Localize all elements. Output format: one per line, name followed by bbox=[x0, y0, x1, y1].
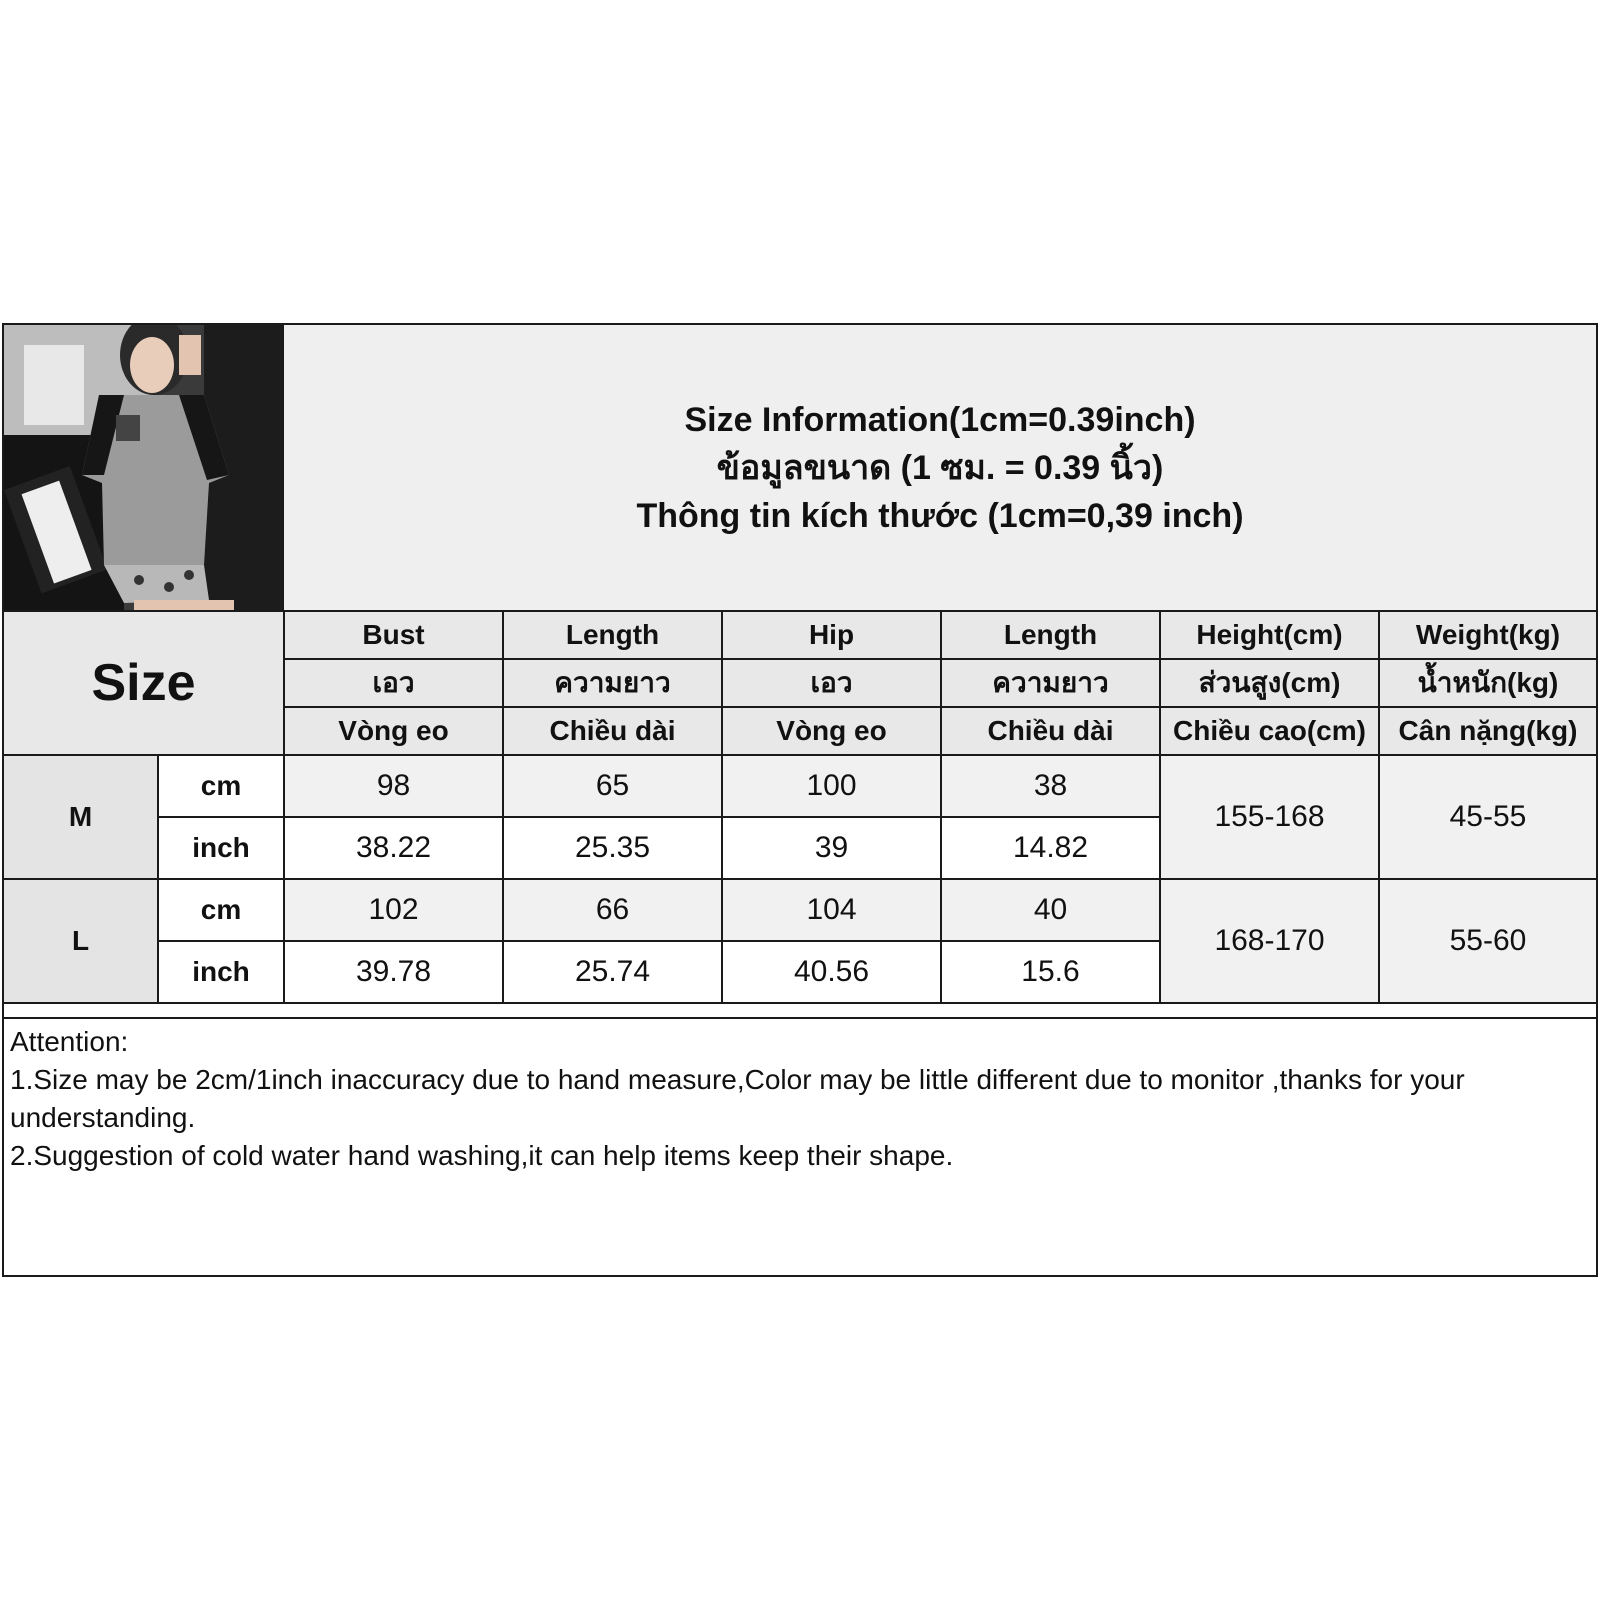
weight-range: 55-60 bbox=[1379, 879, 1596, 1003]
value-cell: 15.6 bbox=[941, 941, 1160, 1003]
col-header-bust-th: เอว bbox=[284, 659, 503, 707]
value-cell: 100 bbox=[722, 755, 941, 817]
value-cell: 25.74 bbox=[503, 941, 722, 1003]
table-row bbox=[4, 755, 1596, 817]
unit-label: cm bbox=[158, 755, 284, 817]
size-name: L bbox=[4, 879, 158, 1003]
col-header-height: Height(cm) bbox=[1160, 612, 1379, 659]
col-header-length-2-th: ความยาว bbox=[941, 659, 1160, 707]
col-header-hip: Hip bbox=[722, 612, 941, 659]
col-header-length-vi: Chiều dài bbox=[503, 707, 722, 755]
col-header-length-2: Length bbox=[941, 612, 1160, 659]
col-header-weight-vi: Cân nặng(kg) bbox=[1379, 707, 1596, 755]
size-column-header: Size bbox=[4, 612, 284, 755]
value-cell: 25.35 bbox=[503, 817, 722, 879]
unit-label: cm bbox=[158, 879, 284, 941]
col-header-weight: Weight(kg) bbox=[1379, 612, 1596, 659]
note-item: 2.Suggestion of cold water hand washing,it can help items keep their shape. bbox=[10, 1140, 954, 1171]
attention-notes bbox=[4, 1017, 1596, 1275]
value-cell: 38 bbox=[941, 755, 1160, 817]
col-header-bust-vi: Vòng eo bbox=[284, 707, 503, 755]
title-vietnamese: Thông tin kích thước (1cm=0,39 inch) bbox=[636, 496, 1244, 535]
col-header-length: Length bbox=[503, 612, 722, 659]
col-header-length-2-vi: Chiều dài bbox=[941, 707, 1160, 755]
note-item: 1.Size may be 2cm/1inch inaccuracy due to hand measure,Color may be little different due to monitor ,thanks for your understanding. bbox=[10, 1064, 1465, 1133]
value-cell: 65 bbox=[503, 755, 722, 817]
size-chart bbox=[2, 323, 1598, 1277]
header-row bbox=[4, 325, 1596, 612]
col-header-weight-th: น้ำหนัก(kg) bbox=[1379, 659, 1596, 707]
col-header-hip-vi: Vòng eo bbox=[722, 707, 941, 755]
col-header-height-th: ส่วนสูง(cm) bbox=[1160, 659, 1379, 707]
title-english: Size Information(1cm=0.39inch) bbox=[684, 400, 1196, 439]
value-cell: 14.82 bbox=[941, 817, 1160, 879]
col-header-hip-th: เอว bbox=[722, 659, 941, 707]
value-cell: 104 bbox=[722, 879, 941, 941]
col-header-length-th: ความยาว bbox=[503, 659, 722, 707]
value-cell: 66 bbox=[503, 879, 722, 941]
table-row bbox=[4, 879, 1596, 941]
height-range: 155-168 bbox=[1160, 755, 1379, 879]
col-header-height-vi: Chiều cao(cm) bbox=[1160, 707, 1379, 755]
value-cell: 102 bbox=[284, 879, 503, 941]
height-range: 168-170 bbox=[1160, 879, 1379, 1003]
col-header-bust: Bust bbox=[284, 612, 503, 659]
value-cell: 40.56 bbox=[722, 941, 941, 1003]
weight-range: 45-55 bbox=[1379, 755, 1596, 879]
model-photo-icon bbox=[4, 325, 282, 610]
notes-heading: Attention: bbox=[10, 1026, 129, 1057]
value-cell: 39.78 bbox=[284, 941, 503, 1003]
title-cell bbox=[284, 325, 1596, 610]
value-cell: 38.22 bbox=[284, 817, 503, 879]
product-photo bbox=[4, 325, 284, 610]
header-row-english bbox=[4, 612, 1596, 659]
unit-label: inch bbox=[158, 817, 284, 879]
title-thai: ข้อมูลขนาด (1 ซม. = 0.39 นิ้ว) bbox=[716, 448, 1164, 487]
value-cell: 39 bbox=[722, 817, 941, 879]
unit-label: inch bbox=[158, 941, 284, 1003]
size-name: M bbox=[4, 755, 158, 879]
value-cell: 98 bbox=[284, 755, 503, 817]
value-cell: 40 bbox=[941, 879, 1160, 941]
size-table bbox=[4, 612, 1596, 1004]
